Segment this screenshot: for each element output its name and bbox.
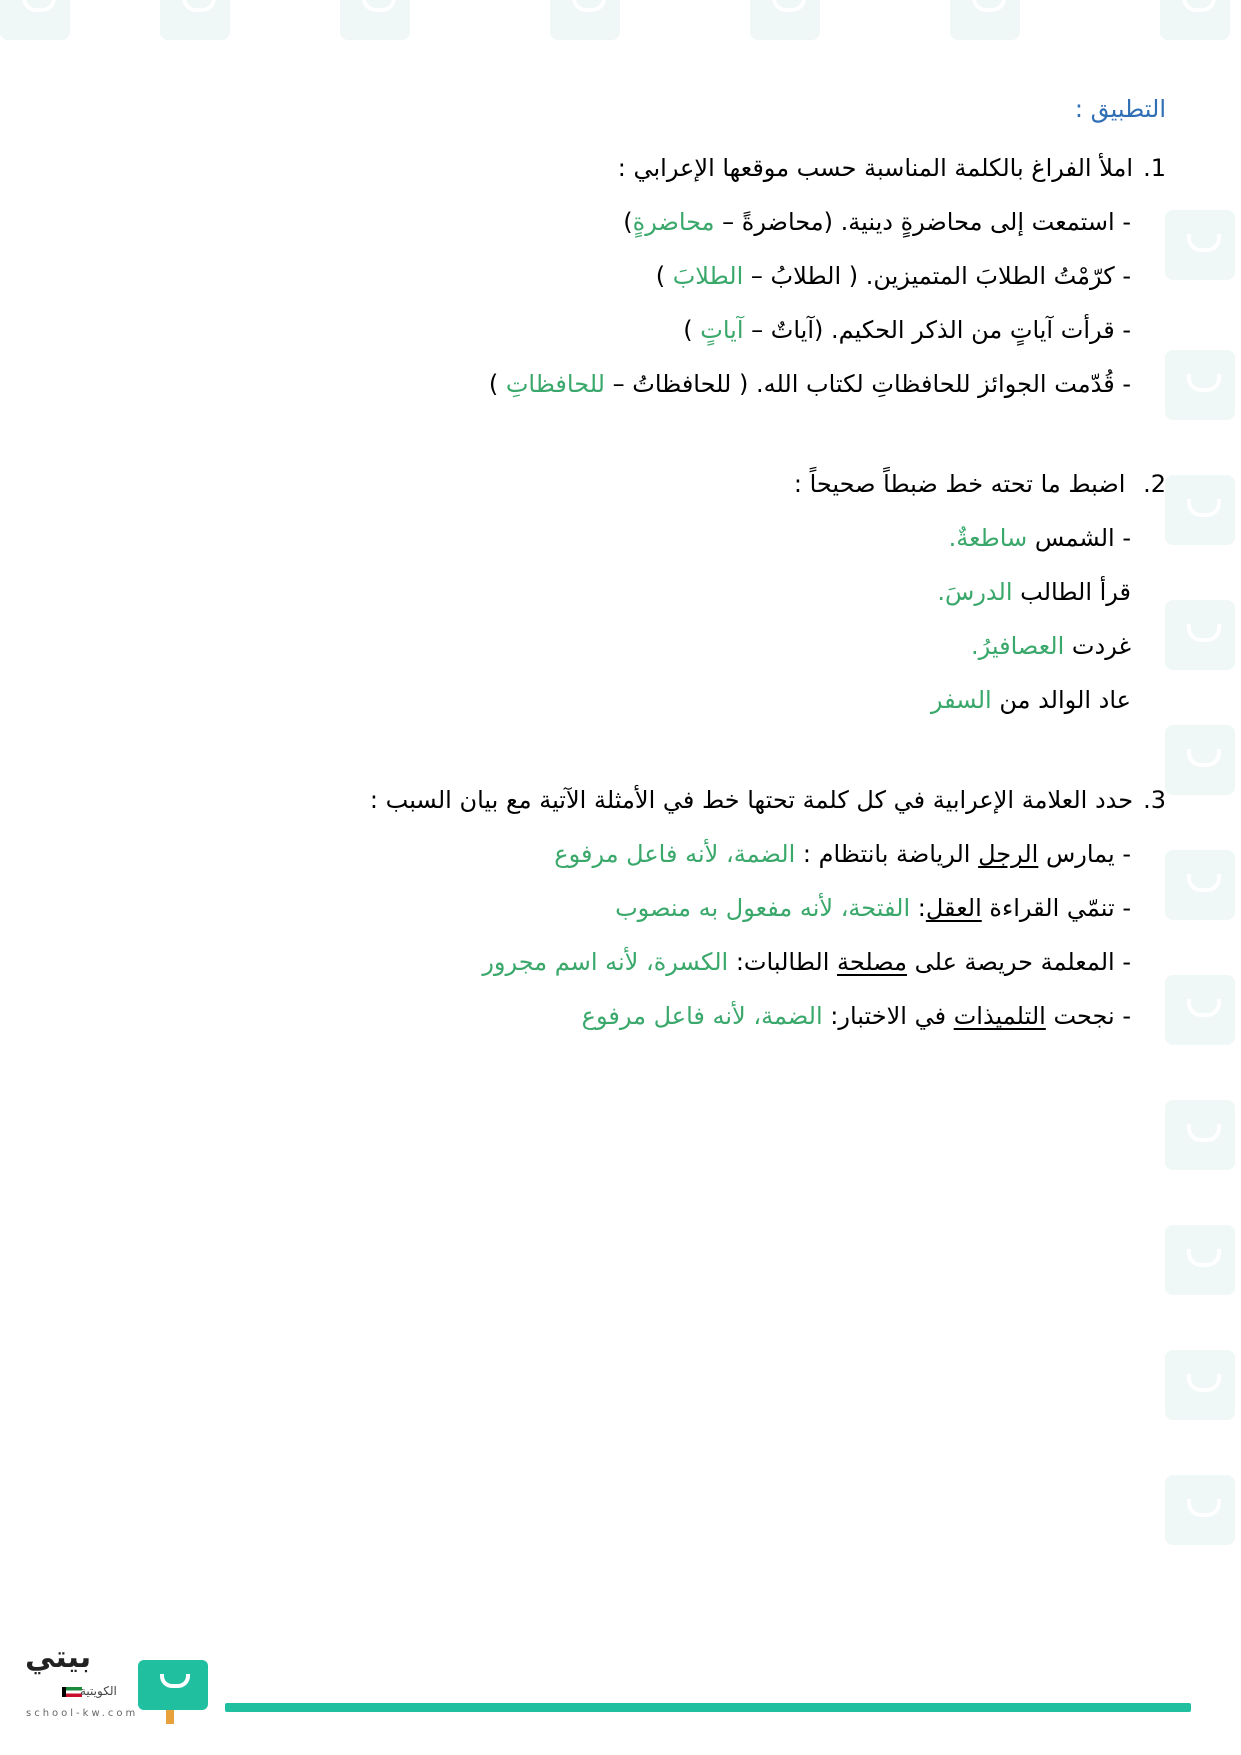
answer-text: آياتٍ — [700, 316, 744, 344]
answer-text: السفر — [930, 686, 992, 714]
section-heading: التطبيق : — [1074, 95, 1166, 123]
watermark-logo-icon — [1165, 1225, 1235, 1295]
watermark-logo-icon — [0, 0, 70, 40]
watermark-logo-icon — [1165, 1350, 1235, 1420]
footer-logo — [20, 1640, 220, 1740]
item-text: - الشمس — [1027, 524, 1131, 552]
question-3-title — [166, 783, 1166, 817]
item-text: - قرأت آياتٍ من الذكر الحكيم. (آياتٌ – — [743, 316, 1131, 344]
watermark-logo-icon — [550, 0, 620, 40]
question-text: حدد العلامة الإعرابية في كل كلمة تحتها خط في الأمثلة الآتية مع بيان السبب : — [369, 786, 1134, 814]
item-text: - تنمّي القراءة — [981, 894, 1131, 922]
watermark-logo-icon — [160, 0, 230, 40]
list-item — [166, 313, 1166, 347]
question-number: 1. — [1143, 154, 1166, 182]
item-text: قرأ الطالب — [1012, 578, 1131, 606]
answer-text: محاضرةٍ — [632, 208, 715, 236]
list-item — [166, 259, 1166, 293]
question-1-title — [166, 151, 1166, 185]
watermark-logo-icon — [1165, 350, 1235, 420]
watermark-logo-icon — [950, 0, 1020, 40]
footer-divider — [225, 1703, 1191, 1712]
watermark-logo-icon — [1165, 475, 1235, 545]
item-text: - المعلمة حريصة على — [906, 948, 1131, 976]
item-text: - استمعت إلى محاضرةٍ دينية. (محاضرةً – — [714, 208, 1131, 236]
item-text: ) — [655, 262, 673, 290]
item-text: ) — [683, 316, 701, 344]
list-item — [166, 837, 1166, 871]
list-item — [166, 891, 1166, 925]
list-item — [166, 575, 1166, 609]
item-text: - نجحت — [1045, 1002, 1131, 1030]
item-text: - كرّمْتُ الطلابَ المتميزين. ( الطلابُ – — [743, 262, 1131, 290]
item-text: - يمارس — [1038, 840, 1131, 868]
list-item — [166, 683, 1166, 717]
answer-text: الفتحة، لأنه مفعول به منصوب — [615, 894, 911, 922]
item-text: ) — [488, 370, 506, 398]
watermark-logo-icon — [1165, 600, 1235, 670]
list-item — [166, 629, 1166, 663]
item-text: عاد الوالد من — [991, 686, 1131, 714]
watermark-logo-icon — [1165, 210, 1235, 280]
watermark-logo-icon — [750, 0, 820, 40]
watermark-logo-icon — [1165, 1100, 1235, 1170]
watermark-logo-icon — [1165, 850, 1235, 920]
item-text: : — [910, 894, 926, 922]
bookmark-icon — [166, 1710, 174, 1724]
list-item — [166, 367, 1166, 401]
item-text: ) — [623, 208, 633, 236]
watermark-logo-icon — [340, 0, 410, 40]
question-number: 3. — [1143, 786, 1166, 814]
underlined-word: الرجل — [978, 840, 1039, 868]
answer-text: ساطعةٌ. — [948, 524, 1028, 552]
logo-url: school-kw.com — [26, 1708, 139, 1719]
answer-text: الكسرة، لأنه اسم مجرور — [482, 948, 729, 976]
spacer — [166, 421, 1166, 467]
answer-text: للحافظاتِ — [505, 370, 605, 398]
item-text: الرياضة بانتظام : — [795, 840, 979, 868]
item-text: غردت — [1064, 632, 1131, 660]
list-item — [166, 945, 1166, 979]
answer-text: الطلابَ — [672, 262, 744, 290]
watermark-logo-icon — [1165, 1475, 1235, 1545]
item-text: في الاختبار: — [822, 1002, 954, 1030]
logo-word: بيتي — [25, 1640, 92, 1675]
list-item — [166, 521, 1166, 555]
logo-subtitle: الكويتية — [80, 1684, 117, 1698]
underlined-word: العقل — [925, 894, 982, 922]
kuwait-flag-icon — [62, 1687, 82, 1697]
question-text: املأ الفراغ بالكلمة المناسبة حسب موقعها الإعرابي : — [617, 154, 1134, 182]
answer-text: الضمة، لأنه فاعل مرفوع — [554, 840, 796, 868]
item-text: الطالبات: — [728, 948, 837, 976]
watermark-logo-icon — [1165, 975, 1235, 1045]
spacer — [166, 737, 1166, 783]
item-text: - قُدّمت الجوائز للحافظاتِ لكتاب الله. ( للحافظاتُ – — [604, 370, 1131, 398]
question-2-title — [166, 467, 1166, 501]
answer-text: الدرسَ. — [937, 578, 1013, 606]
list-item — [166, 999, 1166, 1033]
watermark-logo-icon — [1165, 725, 1235, 795]
answer-text: الضمة، لأنه فاعل مرفوع — [581, 1002, 823, 1030]
worksheet-content — [166, 95, 1166, 1053]
underlined-word: مصلحة — [837, 948, 907, 976]
answer-text: العصافيرُ. — [971, 632, 1065, 660]
question-number: 2. — [1143, 470, 1166, 498]
list-item — [166, 205, 1166, 239]
watermark-logo-icon — [1160, 0, 1230, 40]
question-text: اضبط ما تحته خط ضبطاً صحيحاً : — [793, 470, 1134, 498]
underlined-word: التلميذات — [953, 1002, 1046, 1030]
book-logo-icon — [138, 1660, 208, 1710]
